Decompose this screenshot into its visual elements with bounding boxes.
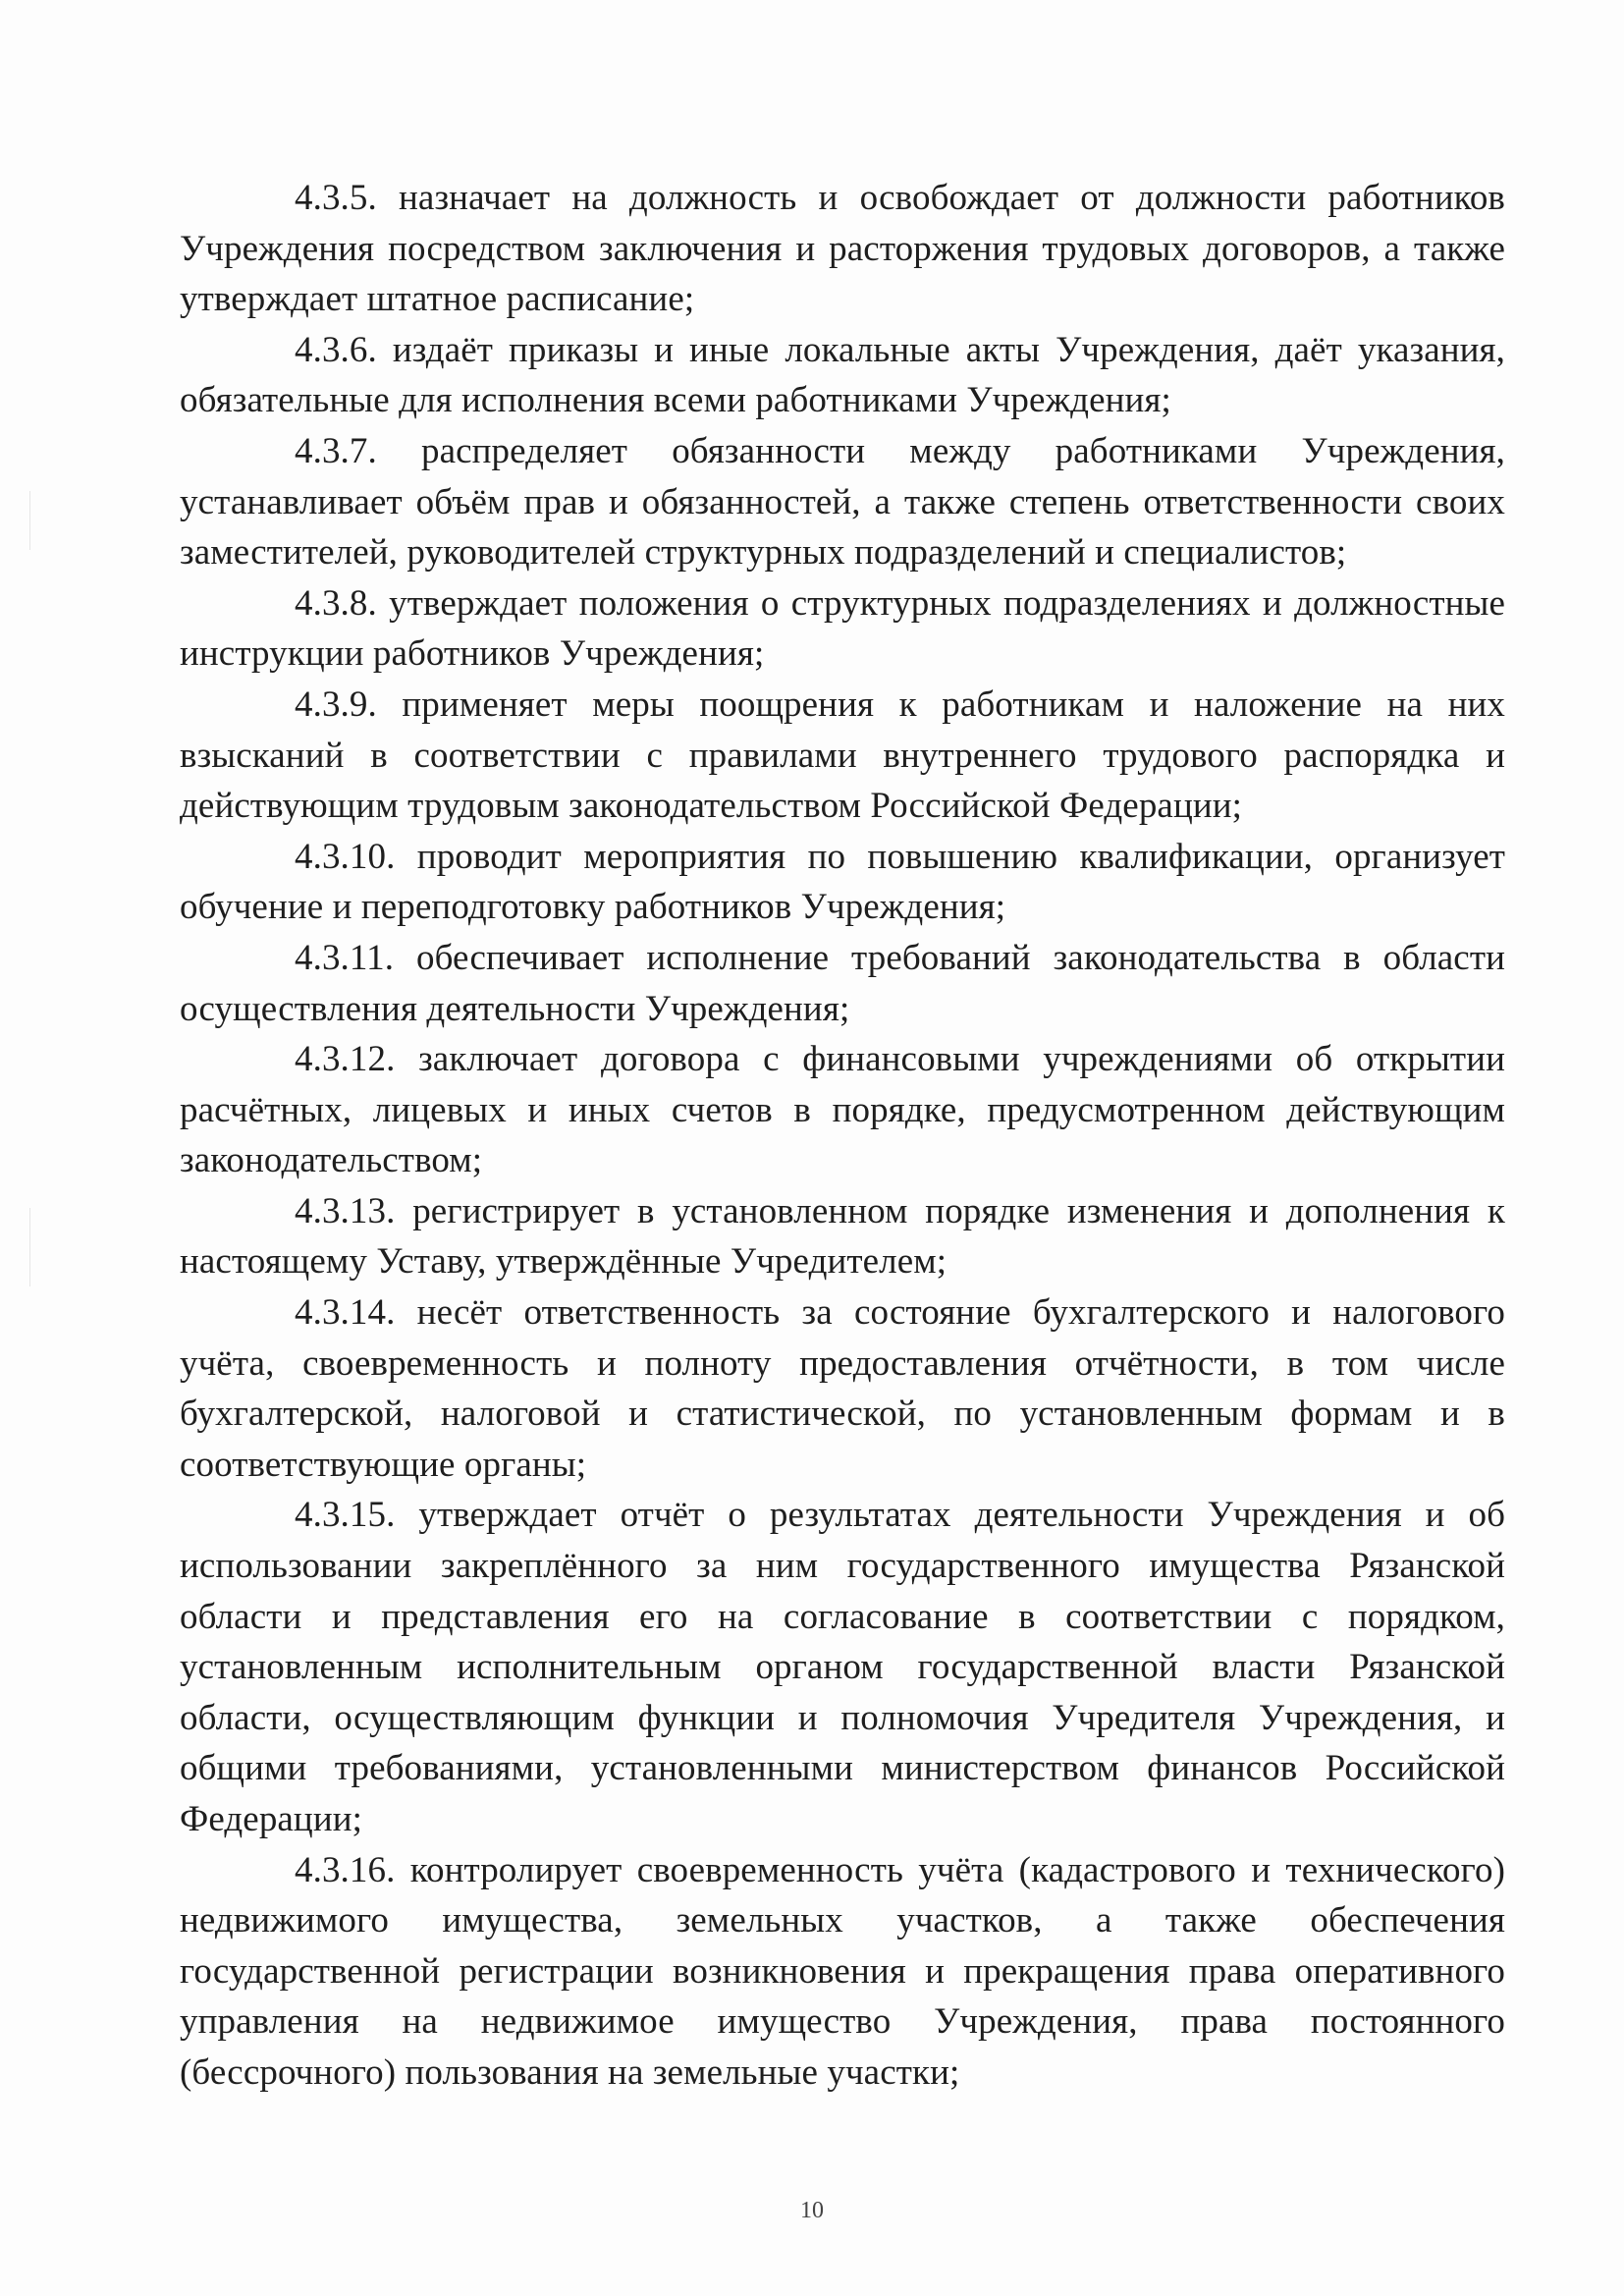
clause-4-3-12: 4.3.12. заключает договора с финансовыми учреждениями об открытии расчётных, лицевых и иных счетов в порядке, предусмотренном действующим законодательством; (180, 1039, 1505, 1181)
clause-4-3-8: 4.3.8. утверждает положения о структурных подразделениях и должностные инструкции работников Учреждения; (180, 582, 1505, 675)
clause-4-3-15: 4.3.15. утверждает отчёт о результатах деятельности Учреждения и об использовании закреплённого за ним государственного имущества Рязанской области и представления его на согласование в соответствии с порядком, установленным исполнительным органом государственной власти Рязанской области, осуществляющим функции и полномочия Учредителя Учреждения, и общими требованиями, установленными министерством финансов Российской Федерации; (180, 1495, 1505, 1839)
clause-4-3-11: 4.3.11. обеспечивает исполнение требований законодательства в области осуществления деятельности Учреждения; (180, 937, 1505, 1029)
clause-4-3-14: 4.3.14. несёт ответственность за состояние бухгалтерского и налогового учёта, своевременность и полноту предоставления отчётности, в том числе бухгалтерской, налоговой и статистической, по установленным формам и в соответствующие органы; (180, 1292, 1505, 1485)
clause-4-3-7: 4.3.7. распределяет обязанности между работниками Учреждения, устанавливает объём прав и обязанностей, а также степень ответственности своих заместителей, руководителей структурных подразделений и специалистов; (180, 430, 1505, 574)
clause-4-3-16: 4.3.16. контролирует своевременность учёта (кадастрового и технического) недвижимого имущества, земельных участков, а также обеспечения государственной регистрации возникновения и прекращения права оперативного управления на недвижимое имущество Учреждения, права постоянного (бессрочного) пользования на земельные участки; (180, 1849, 1505, 2093)
clause-4-3-5: 4.3.5. назначает на должность и освобождает от должности работников Учреждения посредством заключения и расторжения трудовых договоров, а также утверждает штатное расписание; (180, 178, 1505, 320)
clause-4-3-6: 4.3.6. издаёт приказы и иные локальные акты Учреждения, даёт указания, обязательные для исполнения всеми работниками Учреждения; (180, 329, 1505, 421)
document-body (180, 173, 1505, 2099)
scan-margin-mark (29, 1208, 30, 1286)
scan-margin-mark (29, 491, 30, 550)
clause-4-3-10: 4.3.10. проводит мероприятия по повышению квалификации, организует обучение и переподготовку работников Учреждения; (180, 836, 1505, 928)
clause-4-3-9: 4.3.9. применяет меры поощрения к работникам и наложение на них взысканий в соответствии с правилами внутреннего трудового распорядка и действующим трудовым законодательством Российской Федерации; (180, 683, 1505, 827)
page-number: 10 (800, 2198, 824, 2223)
clause-4-3-13: 4.3.13. регистрирует в установленном порядке изменения и дополнения к настоящему Уставу, утверждённые Учредителем; (180, 1190, 1505, 1283)
